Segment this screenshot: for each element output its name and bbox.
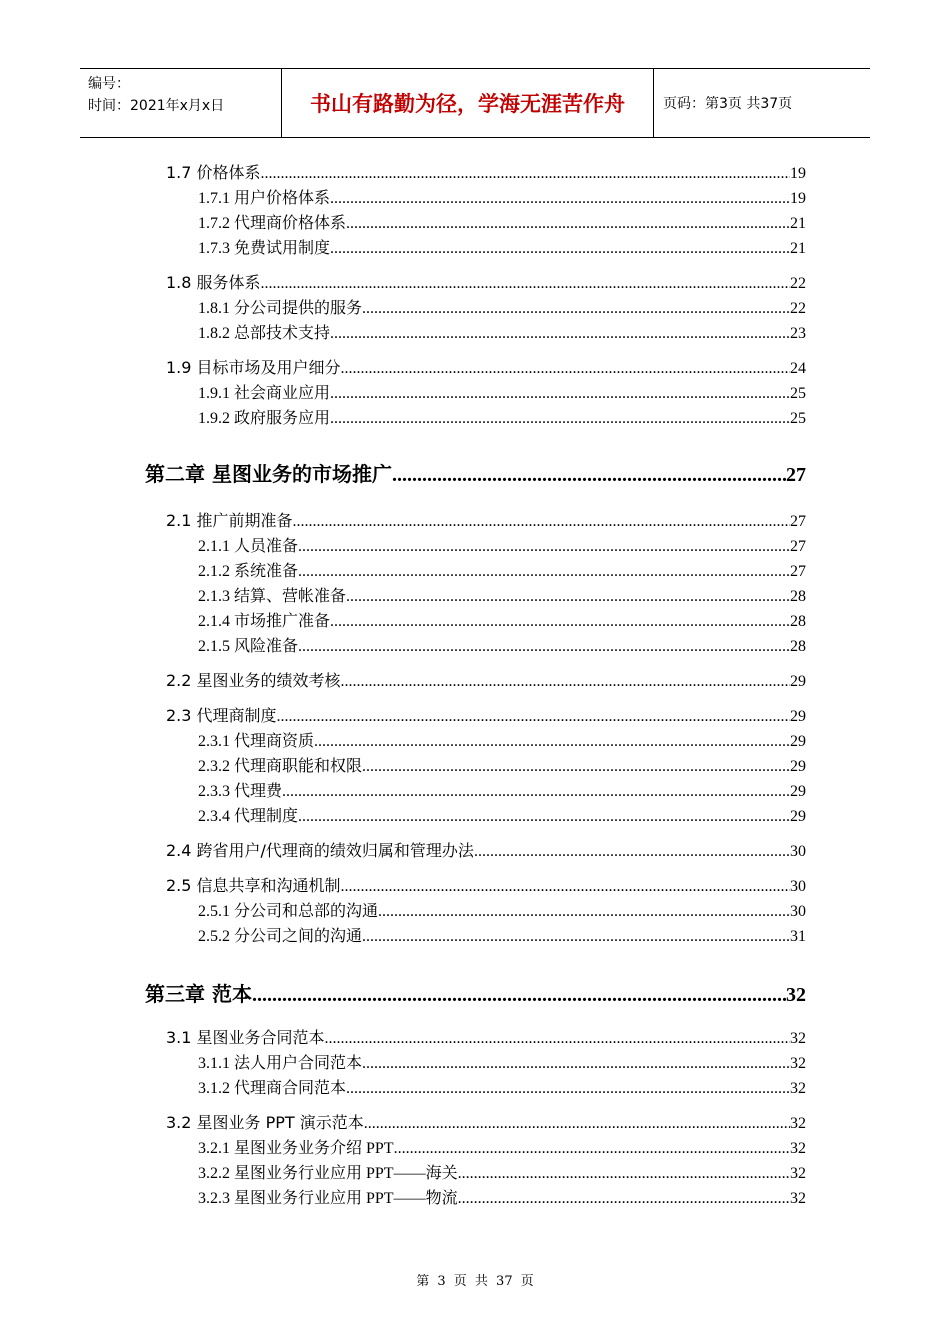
toc-section-entry[interactable] (166, 838, 806, 861)
header-page-info: 页码：第3页 共37页 (663, 96, 793, 112)
toc-subsection-entry[interactable] (198, 295, 806, 318)
toc-entry-page-number: 28 (790, 613, 806, 630)
toc-entry-label: 1.8.1 分公司提供的服务 (198, 300, 363, 317)
toc-entry-page-number: 30 (790, 843, 806, 860)
toc-entry-page-number: 32 (786, 984, 806, 1006)
document-time-label: 时间：2021年x月x日 (88, 98, 225, 114)
toc-subsection-entry[interactable] (198, 898, 806, 921)
toc-entry-label: 3.2.3 星图业务行业应用 PPT——物流 (198, 1190, 458, 1207)
toc-entry-label: 1.8 服务体系 (166, 273, 261, 292)
toc-entry-label: 3.1.2 代理商合同范本 (198, 1080, 347, 1097)
toc-entry-label: 2.3.2 代理商职能和权限 (198, 758, 363, 775)
toc-dot-leader (298, 808, 790, 826)
toc-entry-page-number: 19 (790, 190, 806, 207)
toc-entry-page-number: 31 (790, 928, 806, 945)
toc-entry-label: 2.3.3 代理费 (198, 783, 283, 800)
toc-entry-page-number: 22 (790, 275, 806, 292)
toc-entry-label: 2.5.1 分公司和总部的沟通 (198, 903, 379, 920)
toc-entry-page-number: 25 (790, 385, 806, 402)
toc-dot-leader (362, 300, 790, 318)
toc-subsection-entry[interactable] (198, 1185, 806, 1208)
toc-entry-label: 3.1 星图业务合同范本 (166, 1028, 325, 1047)
toc-subsection-entry[interactable] (198, 210, 806, 233)
toc-subsection-entry[interactable] (198, 778, 806, 801)
toc-entry-label: 2.1.1 人员准备 (198, 538, 299, 555)
toc-entry-label: 2.3.1 代理商资质 (198, 733, 315, 750)
toc-dot-leader (330, 240, 790, 258)
toc-entry-page-number: 27 (790, 513, 806, 530)
toc-entry-label: 2.1 推广前期准备 (166, 511, 293, 530)
toc-chapter-entry[interactable] (145, 458, 806, 487)
toc-entry-page-number: 32 (790, 1055, 806, 1072)
toc-dot-leader (364, 1115, 790, 1133)
toc-entry-page-number: 27 (790, 538, 806, 555)
toc-dot-leader (330, 190, 790, 208)
toc-dot-leader (293, 513, 790, 531)
toc-dot-leader (277, 708, 790, 726)
toc-section-entry[interactable] (166, 270, 806, 293)
toc-subsection-entry[interactable] (198, 533, 806, 556)
page-header (80, 68, 870, 138)
toc-subsection-entry[interactable] (198, 1160, 806, 1183)
toc-entry-page-number: 32 (790, 1030, 806, 1047)
toc-subsection-entry[interactable] (198, 1075, 806, 1098)
toc-section-entry[interactable] (166, 703, 806, 726)
toc-entry-page-number: 25 (790, 410, 806, 427)
toc-entry-page-number: 27 (790, 563, 806, 580)
toc-subsection-entry[interactable] (198, 753, 806, 776)
toc-dot-leader (378, 903, 790, 921)
toc-entry-label: 1.7.1 用户价格体系 (198, 190, 331, 207)
toc-entry-label: 2.1.5 风险准备 (198, 638, 299, 655)
toc-entry-label: 3.1.1 法人用户合同范本 (198, 1055, 363, 1072)
toc-dot-leader (394, 1140, 790, 1158)
toc-dot-leader (330, 410, 790, 428)
toc-entry-page-number: 32 (790, 1140, 806, 1157)
toc-entry-page-number: 32 (790, 1165, 806, 1182)
toc-subsection-entry[interactable] (198, 185, 806, 208)
toc-subsection-entry[interactable] (198, 558, 806, 581)
toc-entry-page-number: 28 (790, 588, 806, 605)
toc-entry-page-number: 29 (790, 673, 806, 690)
toc-dot-leader (330, 325, 790, 343)
header-motto: 书山有路勤为径，学海无涯苦作舟 (282, 69, 654, 137)
toc-entry-page-number: 23 (790, 325, 806, 342)
toc-subsection-entry[interactable] (198, 380, 806, 403)
toc-section-entry[interactable] (166, 873, 806, 896)
toc-entry-label: 2.3.4 代理制度 (198, 808, 299, 825)
toc-section-entry[interactable] (166, 668, 806, 691)
toc-subsection-entry[interactable] (198, 633, 806, 656)
toc-entry-page-number: 32 (790, 1080, 806, 1097)
toc-chapter-entry[interactable] (145, 978, 806, 1007)
toc-dot-leader (458, 1190, 790, 1208)
toc-entry-label: 2.5 信息共享和沟通机制 (166, 876, 341, 895)
toc-dot-leader (298, 538, 790, 556)
toc-entry-page-number: 30 (790, 878, 806, 895)
toc-subsection-entry[interactable] (198, 803, 806, 826)
toc-entry-page-number: 24 (790, 360, 806, 377)
toc-entry-label: 第三章 范本 (145, 982, 252, 1006)
toc-entry-page-number: 29 (790, 733, 806, 750)
toc-subsection-entry[interactable] (198, 405, 806, 428)
toc-dot-leader (346, 215, 790, 233)
toc-entry-page-number: 29 (790, 758, 806, 775)
page-footer: 第 3 页 共 37 页 (416, 1274, 534, 1289)
toc-subsection-entry[interactable] (198, 320, 806, 343)
toc-dot-leader (346, 1080, 790, 1098)
toc-entry-page-number: 19 (790, 165, 806, 182)
toc-dot-leader (298, 638, 790, 656)
toc-dot-leader (458, 1165, 790, 1183)
toc-section-entry[interactable] (166, 1110, 806, 1133)
toc-entry-label: 2.1.4 市场推广准备 (198, 613, 331, 630)
toc-dot-leader (341, 878, 790, 896)
toc-entry-label: 1.9 目标市场及用户细分 (166, 358, 341, 377)
toc-entry-label: 1.8.2 总部技术支持 (198, 325, 331, 342)
header-meta (80, 69, 282, 137)
toc-subsection-entry[interactable] (198, 923, 806, 946)
toc-entry-page-number: 21 (790, 240, 806, 257)
toc-entry-page-number: 32 (790, 1115, 806, 1132)
toc-dot-leader (346, 588, 790, 606)
toc-dot-leader (325, 1030, 790, 1048)
toc-entry-page-number: 22 (790, 300, 806, 317)
toc-dot-leader (341, 360, 790, 378)
toc-subsection-entry[interactable] (198, 235, 806, 258)
toc-entry-label: 3.2.2 星图业务行业应用 PPT——海关 (198, 1165, 458, 1182)
toc-entry-page-number: 32 (790, 1190, 806, 1207)
toc-entry-page-number: 29 (790, 783, 806, 800)
toc-entry-page-number: 21 (790, 215, 806, 232)
toc-entry-label: 2.1.3 结算、营帐准备 (198, 588, 347, 605)
toc-section-entry[interactable] (166, 355, 806, 378)
toc-entry-label: 3.2 星图业务 PPT 演示范本 (166, 1113, 364, 1132)
toc-dot-leader (261, 165, 790, 183)
toc-entry-label: 第二章 星图业务的市场推广 (145, 462, 392, 486)
toc-subsection-entry[interactable] (198, 1135, 806, 1158)
toc-entry-page-number: 30 (790, 903, 806, 920)
toc-dot-leader (362, 928, 790, 946)
toc-entry-label: 1.9.1 社会商业应用 (198, 385, 331, 402)
toc-subsection-entry[interactable] (198, 583, 806, 606)
toc-subsection-entry[interactable] (198, 608, 806, 631)
toc-dot-leader (474, 843, 790, 861)
toc-section-entry[interactable] (166, 1025, 806, 1048)
toc-entry-label: 2.4 跨省用户/代理商的绩效归属和管理办法 (166, 841, 474, 860)
toc-dot-leader (298, 563, 790, 581)
toc-subsection-entry[interactable] (198, 728, 806, 751)
toc-section-entry[interactable] (166, 160, 806, 183)
toc-entry-label: 2.1.2 系统准备 (198, 563, 299, 580)
toc-entry-page-number: 28 (790, 638, 806, 655)
toc-section-entry[interactable] (166, 508, 806, 531)
toc-dot-leader (362, 758, 790, 776)
toc-dot-leader (252, 984, 786, 1007)
toc-entry-label: 3.2.1 星图业务业务介绍 PPT (198, 1140, 394, 1157)
toc-subsection-entry[interactable] (198, 1050, 806, 1073)
toc-entry-label: 2.3 代理商制度 (166, 706, 277, 725)
toc-dot-leader (341, 673, 790, 691)
toc-entry-page-number: 27 (786, 464, 806, 486)
toc-dot-leader (314, 733, 790, 751)
toc-dot-leader (282, 783, 790, 801)
toc-entry-label: 2.2 星图业务的绩效考核 (166, 671, 341, 690)
toc-entry-label: 1.7.2 代理商价格体系 (198, 215, 347, 232)
toc-dot-leader (261, 275, 790, 293)
toc-dot-leader (330, 385, 790, 403)
toc-entry-page-number: 29 (790, 808, 806, 825)
toc-dot-leader (330, 613, 790, 631)
document-number-label: 编号： (88, 76, 130, 92)
toc-entry-label: 1.7.3 免费试用制度 (198, 240, 331, 257)
toc-entry-label: 1.7 价格体系 (166, 163, 261, 182)
toc-entry-label: 2.5.2 分公司之间的沟通 (198, 928, 363, 945)
toc-entry-page-number: 29 (790, 708, 806, 725)
toc-dot-leader (362, 1055, 790, 1073)
toc-dot-leader (392, 464, 786, 487)
toc-entry-label: 1.9.2 政府服务应用 (198, 410, 331, 427)
